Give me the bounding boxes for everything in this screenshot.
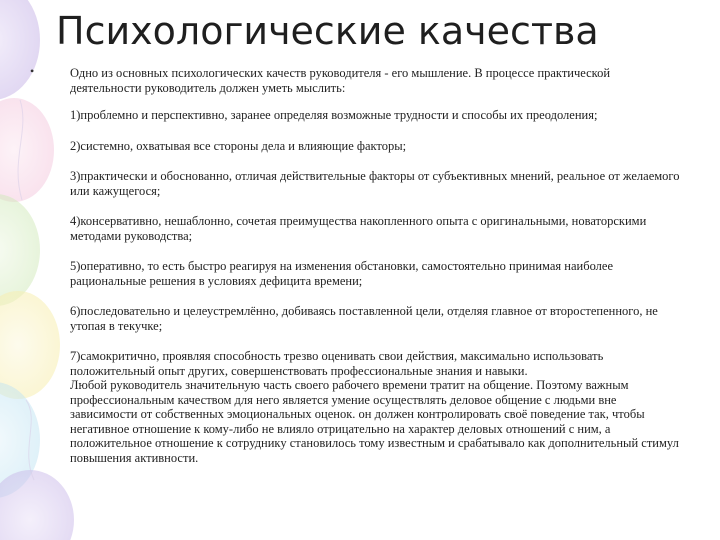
balloon-green xyxy=(0,194,40,306)
slide-body xyxy=(70,66,682,465)
bullet-marker: • xyxy=(30,64,35,78)
balloon-yellow xyxy=(0,291,60,399)
balloon-pink xyxy=(0,98,54,202)
slide-title: Психологические качества xyxy=(56,9,599,53)
list-item: 5)оперативно, то есть быстро реагируя на изменения обстановки, самостоятельно принимая наиболее рациональные решения в условиях дефицита времени; xyxy=(70,259,613,288)
intro-paragraph: Одно из основных психологических качеств руководителя - его мышление. В процессе практической деятельности руководитель должен уметь мыслить: xyxy=(70,66,611,95)
list-item: 1)проблемно и перспективно, заранее определяя возможные трудности и способы их преодоления; xyxy=(70,108,598,122)
list-item: 2)системно, охватывая все стороны дела и влияющие факторы; xyxy=(70,138,407,153)
balloon-lilac xyxy=(0,470,74,540)
list-item: 4)консервативно, нешаблонно, сочетая преимущества накопленного опыта с оригинальными, новаторскими методами руководства; xyxy=(70,214,647,243)
list-item: 7)самокритично, проявляя способность трезво оценивать свои действия, максимально использовать положительный опыт других, совершенствовать профессиональные знания и навыки. xyxy=(70,349,604,378)
list-item: 6)последовательно и целеустремлённо, добиваясь поставленной цели, отделяя главное от второстепенного, не утопая в текучке; xyxy=(70,304,658,333)
list-item: 3)практически и обоснованно, отличая действительные факторы от субъективных мнений, реальное от желаемого или кажущегося; xyxy=(70,169,680,198)
closing-paragraph: Любой руководитель значительную часть своего рабочего времени тратит на общение. Поэтому важным профессиональным качеством для него является умение осуществлять деловое общение с людьми вне зависимости от собственных эмоциональных оценок. он должен контролировать своё поведение так, чтобы негативное отношение к кому-либо не влияло отрицательно на характер деловых отношений с ним, а положительное отношение к сотруднику становилось тому известным и срабатывало как дополнительный стимул повышения активности. xyxy=(70,378,679,465)
balloon-lilac xyxy=(0,0,40,100)
